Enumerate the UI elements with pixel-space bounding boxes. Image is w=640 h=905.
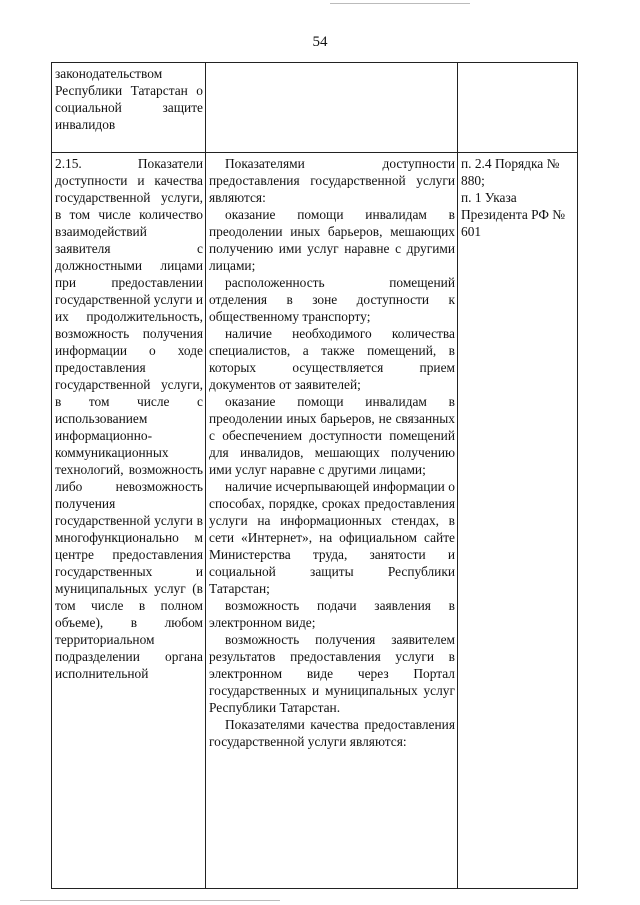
description-paragraph: возможность подачи заявления в электронном виде; (209, 598, 455, 630)
page-number: 54 (312, 34, 328, 50)
row2-reference-cell (458, 153, 578, 889)
table-row (52, 63, 578, 153)
description-paragraph: возможность получения заявителем результатов предоставления услуги в электронном виде через Портал государственных и муниципальных услуг Республики Татарстан. (209, 632, 455, 715)
row1-description-cell (206, 63, 458, 153)
description-paragraph: оказание помощи инвалидам в преодолении иных барьеров, мешающих получению ими услуг наравне с другими лицами; (209, 207, 455, 273)
row2-name-text: 2.15. Показатели доступности и качества государственной услуги, в том числе количество взаимодействий заявителя с должностными лицами при предоставлении государственной услуги и их продолжительность, возможность получения информации о ходе предоставления государственной услуги, в том числе с использованием информационно-коммуникационных технологий, возможность либо невозможность получения государственной услуги в многофункционально м центре предоставления государственных и муниципальных услуг (в том числе в полном объеме), в любом территориальном подразделении органа исполнительной (55, 156, 203, 681)
table-row (52, 153, 578, 889)
row1-reference-cell (458, 63, 578, 153)
requirements-table (51, 62, 578, 889)
row2-description-cell (206, 153, 458, 889)
row1-name-text: законодательством Республики Татарстан о социальной защите инвалидов (55, 66, 203, 132)
description-paragraph: наличие необходимого количества специалистов, а также помещений, в которых осуществляется прием документов от заявителей; (209, 326, 455, 392)
legal-reference: п. 2.4 Порядка № 880; (461, 156, 560, 188)
row2-name-cell (52, 153, 206, 889)
description-paragraph: оказание помощи инвалидам в преодолении иных барьеров, не связанных с обеспечением доступности помещений для инвалидов, мешающих получению ими услуг наравне с другими лицами; (209, 394, 455, 477)
row1-name-cell (52, 63, 206, 153)
description-paragraph: расположенность помещений отделения в зоне доступности к общественному транспорту; (209, 275, 455, 324)
scan-artifact-bottom (20, 900, 280, 901)
description-paragraph: Показателями качества предоставления государственной услуги являются: (209, 717, 455, 749)
description-paragraph: наличие исчерпывающей информации о способах, порядке, сроках предоставления услуги на информационных стендах, в сети «Интернет», на официальном сайте Министерства труда, занятости и социальной защиты Республики Татарстан; (209, 479, 455, 596)
description-paragraph: Показателями доступности предоставления государственной услуги являются: (209, 156, 455, 205)
legal-reference: п. 1 Указа Президента РФ № 601 (461, 190, 566, 239)
scan-artifact-top (330, 3, 470, 4)
